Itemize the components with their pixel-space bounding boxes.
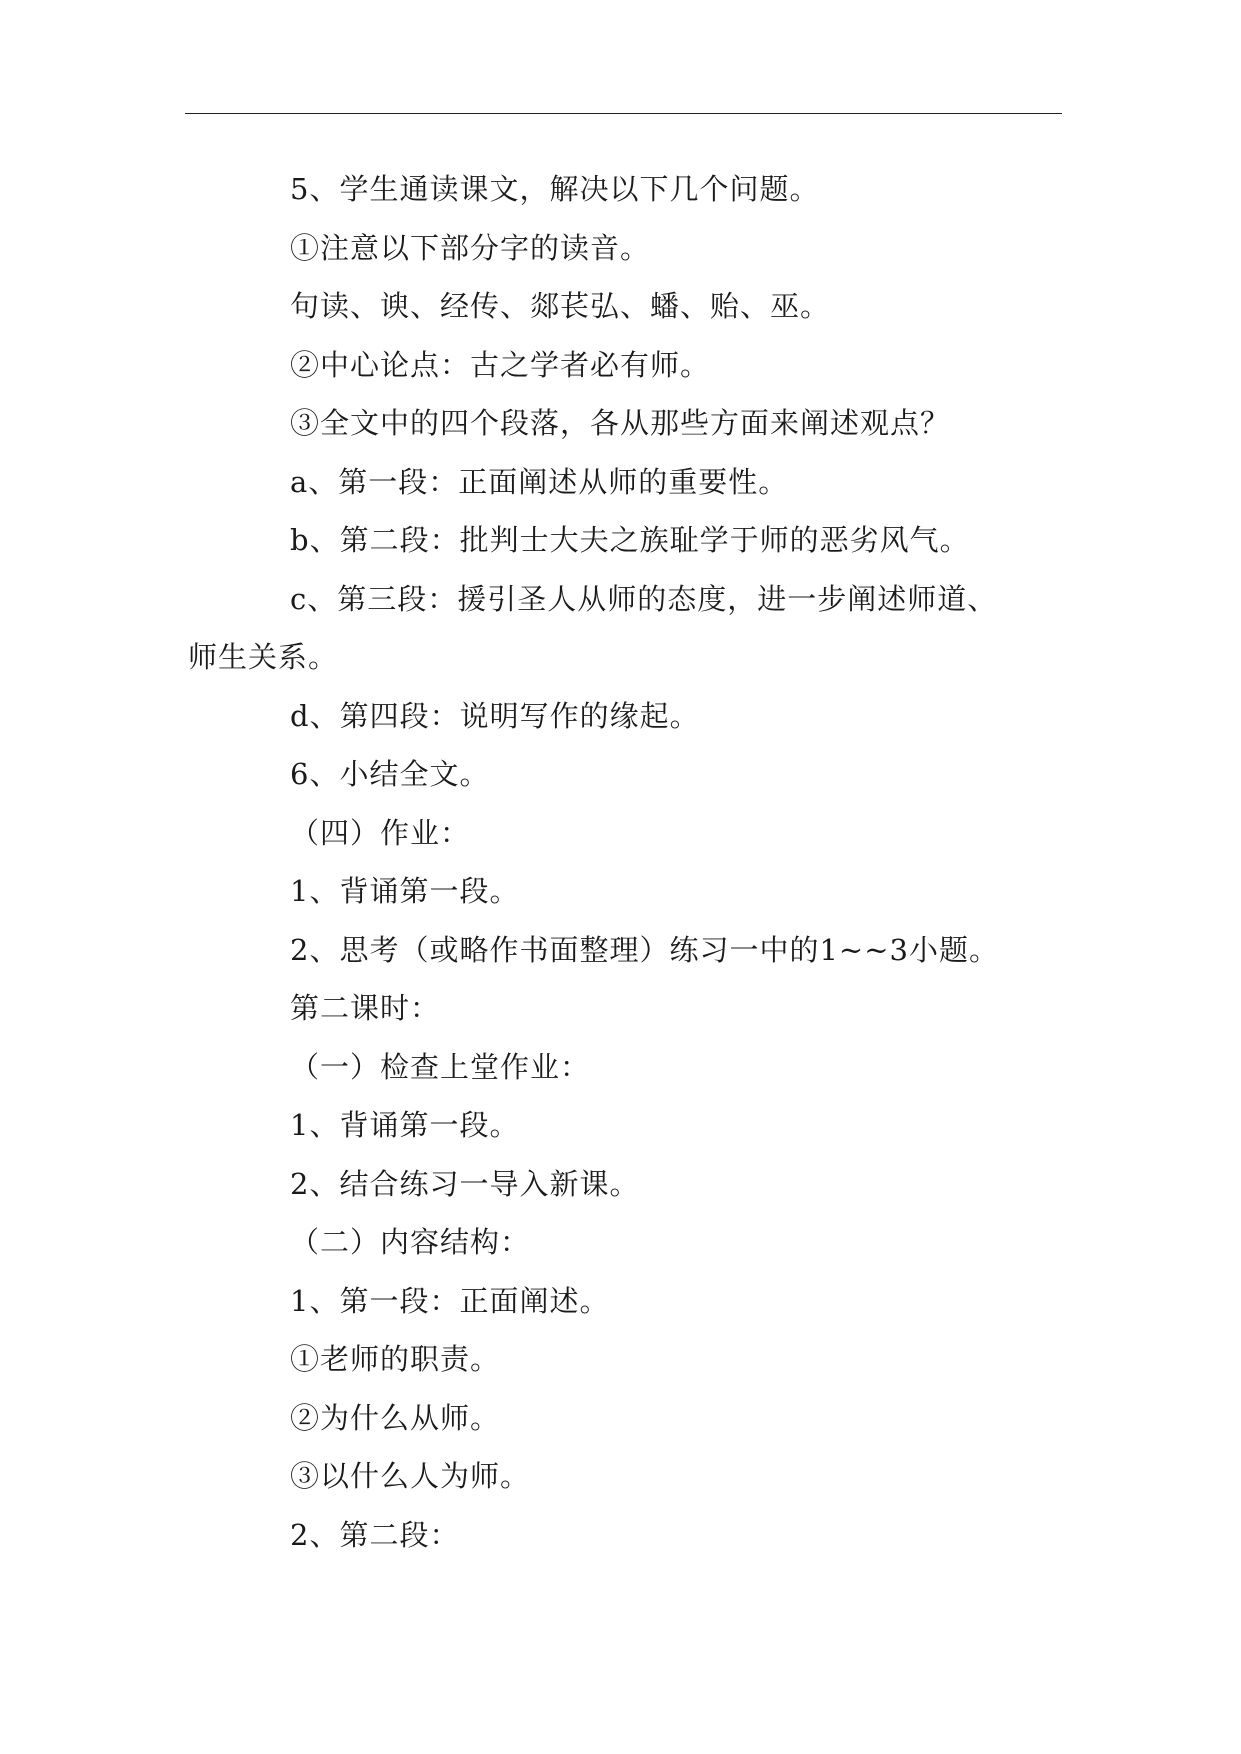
text-line: ③以什么人为师。	[290, 1459, 531, 1493]
text-line: 1、背诵第一段。	[290, 1108, 520, 1142]
text-line: c、第三段：援引圣人从师的态度，进一步阐述师道、	[290, 581, 998, 616]
text-line: d、第四段：说明写作的缘起。	[290, 698, 700, 733]
text-line: （二）内容结构：	[290, 1225, 531, 1259]
text-line: 5、学生通读课文，解决以下几个问题。	[290, 172, 820, 206]
header-rule	[185, 113, 1062, 114]
text-line: ②中心论点：古之学者必有师。	[290, 347, 711, 382]
text-line: 师生关系。	[188, 640, 339, 674]
text-line: 2、结合练习一导入新课。	[290, 1166, 640, 1201]
text-line: 6、小结全文。	[290, 757, 490, 791]
text-line: 1、第一段：正面阐述。	[290, 1283, 610, 1318]
text-line: a、第一段：正面阐述从师的重要性。	[290, 464, 789, 499]
text-line: ①老师的职责。	[290, 1342, 501, 1376]
text-line: 2、思考（或略作书面整理）练习一中的1~~3小题。	[290, 932, 999, 967]
text-line: 2、第二段：	[290, 1517, 460, 1552]
text-line: 句读、谀、经传、郯苌弘、蟠、贻、巫。	[290, 289, 831, 323]
text-line: 1、背诵第一段。	[290, 874, 520, 908]
text-line: （一）检查上堂作业：	[290, 1049, 591, 1084]
text-line: ②为什么从师。	[290, 1400, 501, 1435]
text-line: ①注意以下部分字的读音。	[290, 230, 651, 265]
text-line: ③全文中的四个段落，各从那些方面来阐述观点？	[290, 406, 951, 440]
text-line: b、第二段：批判士大夫之族耻学于师的恶劣风气。	[290, 523, 970, 557]
document-body	[188, 160, 1068, 1564]
text-line: （四）作业：	[290, 815, 471, 850]
text-line: 第二课时：	[290, 991, 441, 1025]
